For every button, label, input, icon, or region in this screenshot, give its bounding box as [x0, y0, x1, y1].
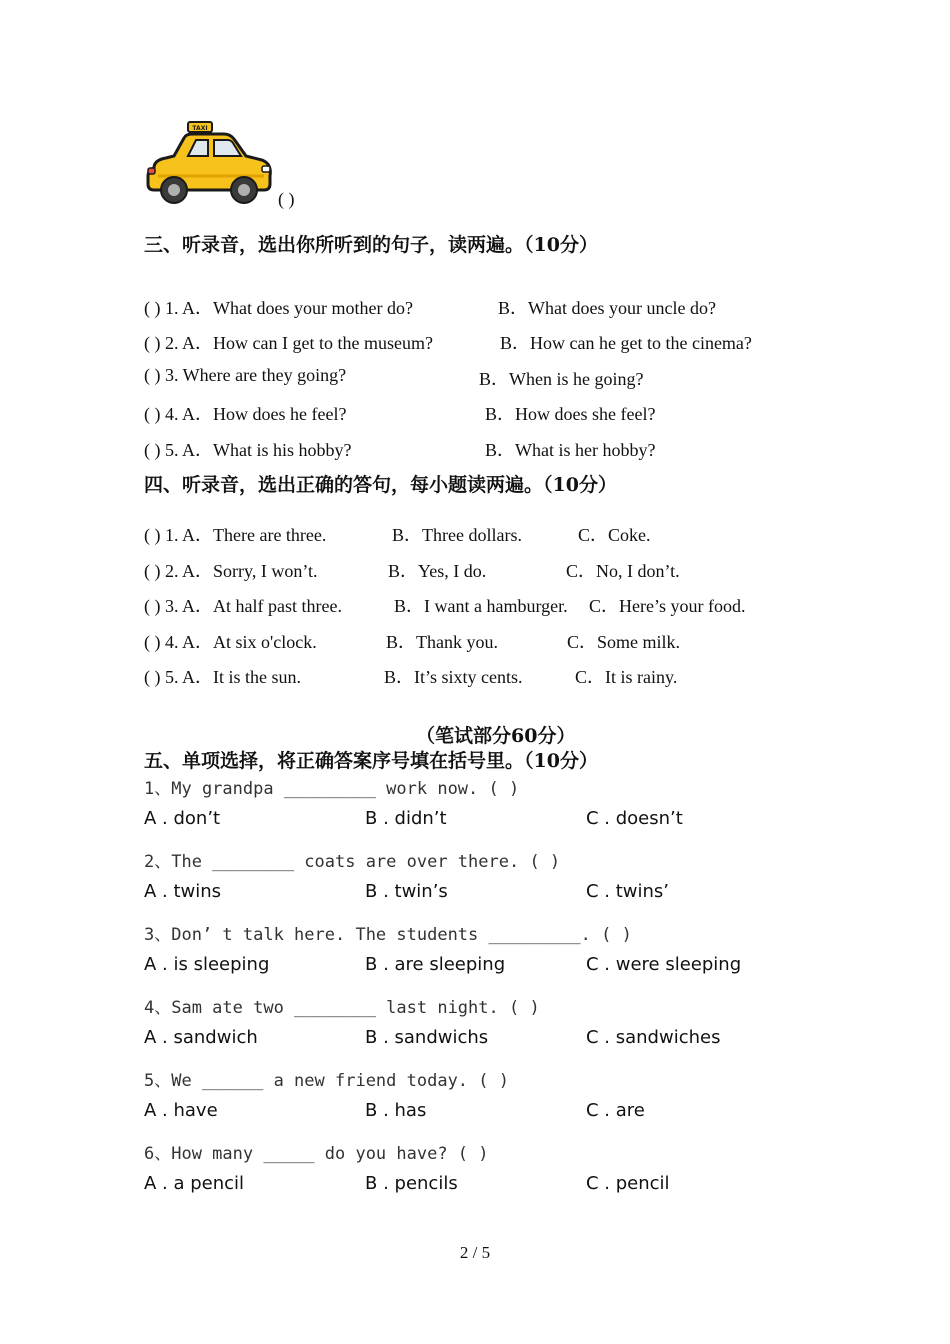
option-a: A . twins — [144, 881, 222, 902]
question-text: 3、Don’ t talk here. The students _________. ( ) — [144, 925, 632, 945]
option-b: B．Thank you. — [386, 632, 498, 652]
question-text: 6、How many _____ do you have? ( ) — [144, 1144, 489, 1164]
option-a: A . is sleeping — [144, 954, 270, 975]
option-b: B．It’s sixty cents. — [384, 667, 523, 687]
question-text: ( ) 4. A．At six o'clock. — [144, 632, 317, 652]
question-text: ( ) 2. A．Sorry, I won’t. — [144, 561, 318, 581]
option-c: C．Some milk. — [567, 632, 681, 652]
section5-title: 五、单项选择，将正确答案序号填在括号里。（10分） — [144, 750, 598, 772]
option-b: B．Yes, I do. — [388, 561, 487, 581]
option-a: A . sandwich — [144, 1027, 258, 1048]
taxi-illustration — [144, 118, 274, 210]
option-b: B．When is he going? — [479, 369, 644, 389]
option-a: A . have — [144, 1100, 218, 1121]
question-text: ( ) 2. A．How can I get to the museum? — [144, 333, 433, 353]
option-b: B．I want a hamburger. — [394, 596, 568, 616]
section4-title: 四、听录音，选出正确的答句，每小题读两遍。（10分） — [144, 474, 617, 496]
option-b: B．What does your uncle do? — [498, 298, 716, 318]
option-b: B．How does she feel? — [485, 404, 656, 424]
question-text: ( ) 3. A．At half past three. — [144, 596, 342, 616]
question-text: ( ) 3. Where are they going? — [144, 365, 347, 385]
option-c: C . twins’ — [586, 881, 670, 902]
question-text: ( ) 5. A．It is the sun. — [144, 667, 301, 687]
question-text: ( ) 5. A．What is his hobby? — [144, 440, 352, 460]
option-c: C . were sleeping — [586, 954, 742, 975]
option-c: C．It is rainy. — [575, 667, 678, 687]
option-b: B . pencils — [365, 1173, 458, 1194]
option-c: C．No, I don’t. — [566, 561, 680, 581]
option-a: A . don’t — [144, 808, 221, 829]
question-text: 5、We ______ a new friend today. ( ) — [144, 1071, 509, 1091]
page-number: 2 / 5 — [459, 1243, 491, 1262]
option-b: B . sandwichs — [365, 1027, 489, 1048]
question-text: 2、The ________ coats are over there. ( ) — [144, 852, 561, 872]
option-b: B．What is her hobby? — [485, 440, 656, 460]
option-c: C . doesn’t — [586, 808, 683, 829]
option-b: B . are sleeping — [365, 954, 506, 975]
written-part-heading: （笔试部分60分） — [416, 725, 576, 747]
option-c: C．Coke. — [578, 525, 651, 545]
question-text: 1、My grandpa _________ work now. ( ) — [144, 779, 520, 799]
section3-title: 三、听录音，选出你所听到的句子，读两遍。（10分） — [144, 234, 598, 256]
option-c: C . are — [586, 1100, 645, 1121]
question-text: 4、Sam ate two ________ last night. ( ) — [144, 998, 540, 1018]
question-text: ( ) 1. A．There are three. — [144, 525, 327, 545]
option-c: C . sandwiches — [586, 1027, 721, 1048]
option-c: C．Here’s your food. — [589, 596, 746, 616]
question-text: ( ) 4. A．How does he feel? — [144, 404, 347, 424]
option-b: B . twin’s — [365, 881, 448, 902]
taxi-answer-blank: ( ) — [278, 189, 295, 209]
option-b: B．How can he get to the cinema? — [500, 333, 752, 353]
option-b: B . has — [365, 1100, 427, 1121]
taxi-sign-text: TAXI — [192, 125, 208, 132]
option-a: A . a pencil — [144, 1173, 245, 1194]
option-b: B．Three dollars. — [392, 525, 522, 545]
option-b: B . didn’t — [365, 808, 447, 829]
question-text: ( ) 1. A．What does your mother do? — [144, 298, 413, 318]
option-c: C . pencil — [586, 1173, 670, 1194]
